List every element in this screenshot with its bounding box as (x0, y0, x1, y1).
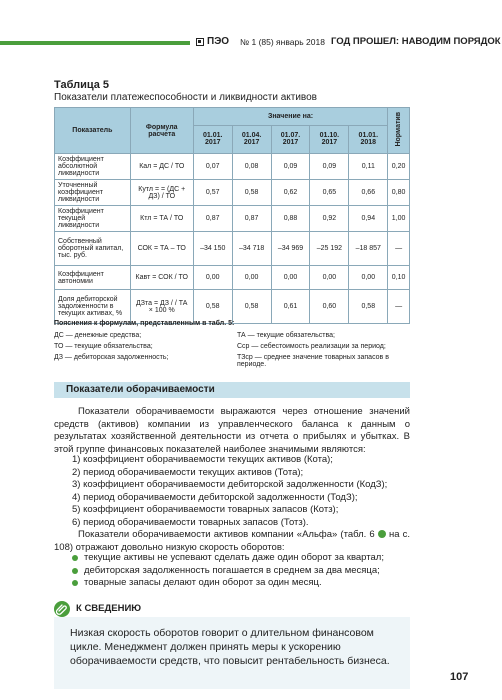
row-formula: Ктл = ТА / ТО (130, 206, 193, 232)
bullet-icon (72, 568, 78, 574)
row-name: Собственный оборотный капитал, тыс. руб. (55, 232, 131, 266)
table-row (55, 206, 410, 232)
list-item: 1) коэффициент оборачиваемости текущих активов (Кота); (72, 454, 333, 465)
row-value: 0,58 (232, 290, 271, 324)
notes-title: Пояснения к формулам, представленным в табл. 5: (54, 320, 235, 327)
numbered-list (72, 454, 387, 529)
note-item: ДС — денежные средства; (54, 332, 142, 339)
row-value: 0,92 (310, 206, 349, 232)
list-item: 4) период оборачиваемости дебиторской задолженности (ТодЗ); (72, 491, 358, 503)
list-item: 6) период оборачиваемости товарных запасов (Тотз). (72, 516, 309, 528)
row-value: 0,09 (310, 154, 349, 180)
header-date: 01.01. 2018 (349, 125, 388, 153)
notes-list (54, 332, 410, 368)
header-date: 01.07. 2017 (271, 125, 310, 153)
row-value: 0,00 (310, 266, 349, 290)
note-item: Сср — себестоимость реализации за период; (237, 343, 386, 350)
bullet-list (72, 552, 384, 590)
page-number: 107 (450, 671, 469, 683)
row-name: Коэффициент абсолютной ликвидности (55, 154, 131, 180)
row-norm: 0,10 (388, 266, 410, 290)
row-value: 0,58 (232, 180, 271, 206)
header-norm: Норматив (388, 108, 410, 154)
row-value: 0,87 (193, 206, 232, 232)
note-item: ТА — текущие обязательства; (237, 332, 335, 339)
row-name: Уточненный коэффициент ликвидности (55, 180, 131, 206)
running-header (0, 36, 502, 50)
table-row (55, 180, 410, 206)
table-title: Таблица 5 (54, 79, 110, 91)
paperclip-icon (54, 601, 70, 617)
paragraph: Показатели оборачиваемости выражаются через отношение значений средств (активов) компании из управленческого баланса к данным о результатах хозяйственной деятельности из отчета о прибылях и убытках. В этой группе финансовых показателей наиболее значимыми являются: (54, 406, 410, 455)
logo-square-icon (196, 38, 204, 46)
header-indicator: Показатель (55, 108, 131, 154)
section-title: ГОД ПРОШЕЛ: НАВОДИМ ПОРЯДОК (331, 36, 501, 47)
list-item: товарные запасы делают один оборот за один месяц. (72, 577, 384, 590)
row-name: Коэффициент текущей ликвидности (55, 206, 131, 232)
bullet-icon (72, 580, 78, 586)
header-values: Значение на: (193, 108, 387, 126)
row-value: 0,60 (310, 290, 349, 324)
journal-logo (196, 36, 229, 47)
table-header-row (55, 108, 410, 126)
row-formula: Кутл = = (ДС + ДЗ) / ТО (130, 180, 193, 206)
row-value: 0,08 (232, 154, 271, 180)
header-accent-bar (0, 41, 190, 45)
issue-info: № 1 (85) январь 2018 (240, 37, 325, 47)
row-norm: — (388, 290, 410, 324)
row-value: 0,66 (349, 180, 388, 206)
row-norm: 0,80 (388, 180, 410, 206)
row-formula: СОК = ТА – ТО (130, 232, 193, 266)
table-subtitle: Показатели платежеспособности и ликвидности активов (54, 92, 317, 103)
info-text: Низкая скорость оборотов говорит о длительном финансовом цикле. Менеджмент должен принять меры к ускорению оборачиваемости средств, что повысит рентабельность бизнеса. (70, 627, 390, 667)
row-value: –25 192 (310, 232, 349, 266)
paragraph (54, 529, 410, 554)
row-value: 0,09 (271, 154, 310, 180)
header-date: 01.01. 2017 (193, 125, 232, 153)
list-item: дебиторская задолженность погашается в среднем за два месяца; (72, 565, 384, 578)
row-value: 0,00 (232, 266, 271, 290)
row-norm: — (388, 232, 410, 266)
list-item: текущие активы не успевают сделать даже один оборот за квартал; (72, 552, 384, 565)
table-row (55, 290, 410, 324)
list-item: 3) коэффициент оборачиваемости дебиторской задолженности (КодЗ); (72, 479, 388, 490)
header-date: 01.10. 2017 (310, 125, 349, 153)
list-item: 2) период оборачиваемости текущих активов (Тота); (72, 466, 304, 478)
row-value: 0,57 (193, 180, 232, 206)
note-item: ТО — текущие обязательства; (54, 343, 153, 350)
row-value: 0,88 (271, 206, 310, 232)
row-value: 0,65 (310, 180, 349, 206)
table-row (55, 154, 410, 180)
paragraph-text: Показатели оборачиваемости активов компании «Альфа» (табл. 6 (78, 529, 378, 540)
row-value: 0,61 (271, 290, 310, 324)
table-row (55, 266, 410, 290)
bullet-icon (72, 555, 78, 561)
page-reference-icon[interactable] (378, 530, 386, 538)
row-formula: Кал = ДС / ТО (130, 154, 193, 180)
row-value: –34 150 (193, 232, 232, 266)
row-value: 0,58 (193, 290, 232, 324)
row-value: 0,87 (232, 206, 271, 232)
row-value: –18 857 (349, 232, 388, 266)
row-norm: 0,20 (388, 154, 410, 180)
liquidity-table (54, 107, 410, 324)
row-norm: 1,00 (388, 206, 410, 232)
header-formula: Формула расчета (130, 108, 193, 154)
row-value: 0,11 (349, 154, 388, 180)
table-row (55, 232, 410, 266)
row-value: 0,00 (271, 266, 310, 290)
row-value: 0,00 (193, 266, 232, 290)
row-name: Доля дебиторской задолженности в текущих активах, % (55, 290, 131, 324)
row-formula: ДЗта = ДЗ / / ТА × 100 % (130, 290, 193, 324)
row-value: 0,00 (349, 266, 388, 290)
note-item: ДЗ — дебиторская задолженность; (54, 354, 169, 361)
row-name: Коэффициент автономии (55, 266, 131, 290)
info-title: К СВЕДЕНИЮ (76, 603, 142, 614)
row-formula: Кавт = СОК / ТО (130, 266, 193, 290)
row-value: 0,62 (271, 180, 310, 206)
row-value: 0,94 (349, 206, 388, 232)
row-value: 0,58 (349, 290, 388, 324)
row-value: –34 718 (232, 232, 271, 266)
logo-text: ПЭО (207, 36, 230, 47)
list-item: 5) коэффициент оборачиваемости товарных запасов (Котз); (72, 504, 339, 515)
row-value: –34 969 (271, 232, 310, 266)
header-date: 01.04. 2017 (232, 125, 271, 153)
section-heading: Показатели оборачиваемости (54, 382, 410, 398)
note-item: ТЗср — среднее значение товарных запасов в периоде. (237, 354, 389, 368)
row-value: 0,07 (193, 154, 232, 180)
paragraph-text: на с. 108) отражают довольно низкую скорость оборотов: (54, 529, 411, 553)
